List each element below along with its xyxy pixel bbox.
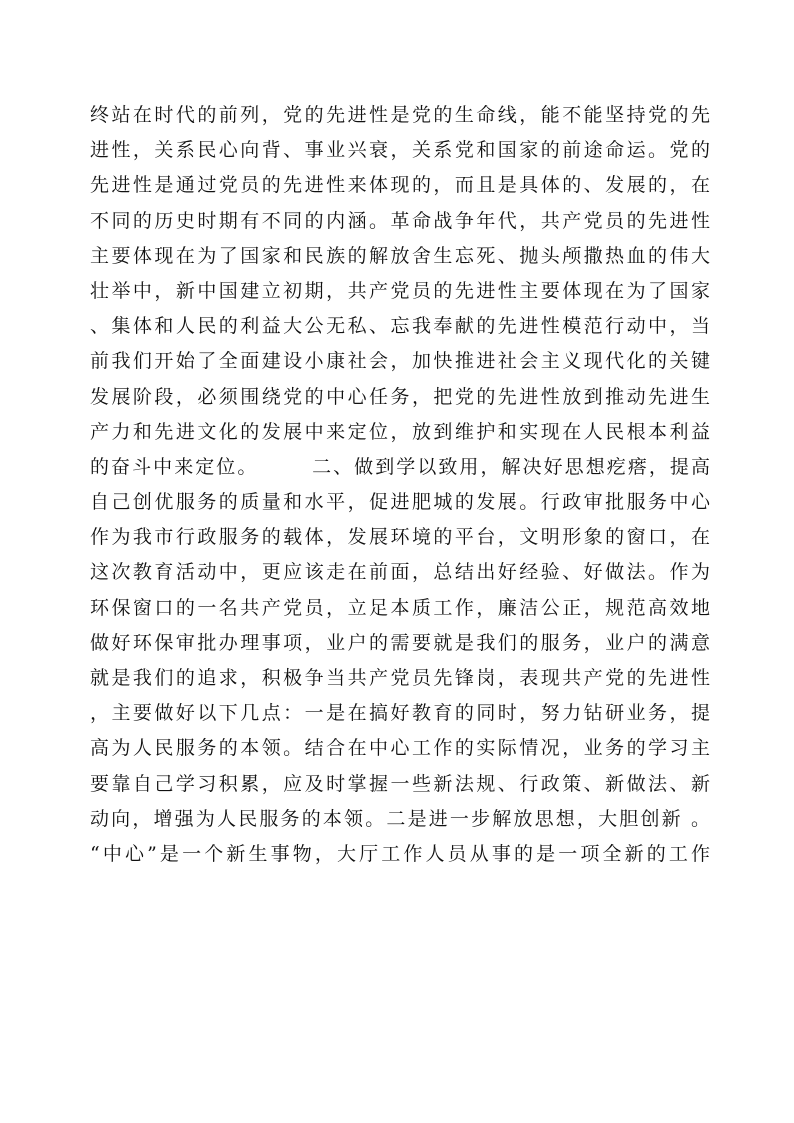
text-line: 、集体和人民的利益大公无私、忘我奉献的先进性模范行动中，当: [90, 315, 710, 338]
text-line: 自己创优服务的质量和水平，促进肥城的发展。行政审批服务中心: [90, 491, 710, 514]
text-line: 要靠自己学习积累，应及时掌握一些新法规、行政策、新做法、新: [90, 772, 710, 795]
text-line: 做好环保审批办理事项，业户的需要就是我们的服务，业户的满意: [90, 631, 710, 654]
text-line: 动向，增强为人民服务的本领。二是进一步解放思想，大胆创新 。: [90, 807, 710, 830]
text-line: 终站在时代的前列，党的先进性是党的生命线，能不能坚持党的先: [90, 104, 710, 126]
text-line: 作为我市行政服务的载体，发展环境的平台，文明形象的窗口，在: [90, 526, 710, 549]
text-line: 不同的历史时期有不同的内涵。革命战争年代，共产党员的先进性: [90, 209, 710, 232]
text-line: 先进性是通过党员的先进性来体现的，而且是具体的、发展的，在: [90, 174, 710, 197]
text-line: “中心”是一个新生事物，大厅工作人员从事的是一项全新的工作: [90, 842, 710, 865]
text-line: 壮举中，新中国建立初期，共产党员的先进性主要体现在为了国家: [90, 279, 710, 302]
text-line: 的奋斗中来定位。 二、做到学以致用，解决好思想疙瘩，提高: [90, 455, 710, 478]
text-line: 就是我们的追求，积极争当共产党员先锋岗，表现共产党的先进性: [90, 667, 710, 689]
text-line: 产力和先进文化的发展中来定位，放到维护和实现在人民根本利益: [90, 420, 710, 443]
text-line: 环保窗口的一名共产党员，立足本质工作，廉洁公正，规范高效地: [90, 596, 710, 619]
text-line: 主要体现在为了国家和民族的解放舍生忘死、抛头颅撒热血的伟大: [90, 244, 710, 267]
text-line: ，主要做好以下几点：一是在搞好教育的同时，努力钻研业务，提: [90, 702, 710, 725]
text-line: 发展阶段，必须围绕党的中心任务，把党的先进性放到推动先进生: [90, 385, 710, 408]
text-line: 进性，关系民心向背、事业兴衰，关系党和国家的前途命运。党的: [90, 139, 710, 162]
text-line: 高为人民服务的本领。结合在中心工作的实际情况，业务的学习主: [90, 737, 710, 760]
body-text: [90, 98, 710, 872]
text-line: 这次教育活动中，更应该走在前面，总结出好经验、好做法。作为: [90, 561, 710, 584]
text-line: 前我们开始了全面建设小康社会，加快推进社会主义现代化的关键: [90, 350, 710, 373]
